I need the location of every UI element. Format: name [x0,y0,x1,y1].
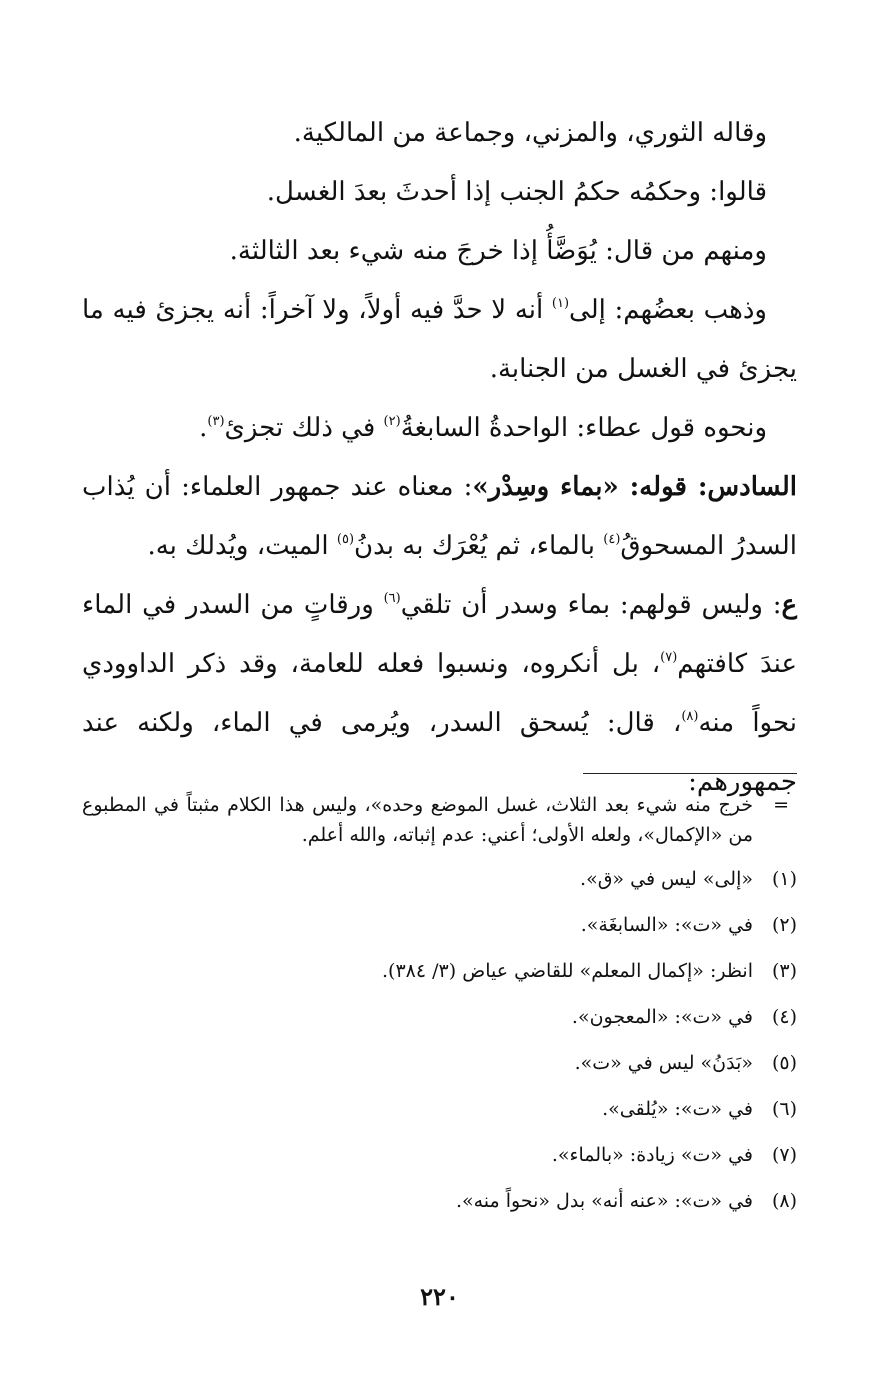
footnote-text: في «ت»: «المعجون». [571,1006,753,1028]
paragraph-7-marker: ع [781,590,798,620]
paragraph-5-text-c: . [199,413,208,443]
continuation-text: خرج منه شيء بعد الثلاث، غسل الموضع وحده»، وليس هذا الكلام مثبتاً في المطبوع من «الإكمال»، ولعله الأولى؛ أعني: عدم إثباته، والله أعلم. [82,794,753,846]
paragraph-7-text-d: ، قال: يُسحق السدر، ويُرمى في الماء، ولكنه عند جمهورهم: [82,708,797,797]
paragraph-7-text-c: ، بل أنكروه، ونسبوا فعله للعامة، وقد ذكر الداوودي نحواً منه [82,649,797,738]
paragraph-2-text: قالوا: وحكمُه حكمُ الجنب إذا أحدثَ بعدَ الغسل. [266,177,767,207]
footnote-ref-7: (٧) [660,650,678,665]
footnote-1 [82,864,797,910]
footnote-text: في «ت»: «السابغَة». [580,914,753,936]
footnote-5 [82,1048,797,1094]
footnote-3 [82,956,797,1002]
paragraph-7 [82,576,797,812]
footnote-ref-4: (٤) [603,532,621,547]
paragraph-5-text-b: في ذلك تجزئ [224,413,384,443]
footnote-number: (٥) [771,1052,797,1074]
paragraph-5-text-a: ونحوه قول عطاء: الواحدةُ السابغةُ [400,413,767,443]
footnote-ref-1: (١) [551,296,570,311]
footnote-number: (٧) [771,1144,797,1166]
main-text [82,104,797,812]
paragraph-6 [82,458,797,576]
paragraph-3-text: ومنهم من قال: يُوَضَّأُ إذا خرجَ منه شيء بعد الثالثة. [229,236,767,266]
paragraph-6-heading: السادس: قوله: «بماء وسِدْر» [472,472,797,502]
footnote-ref-8: (٨) [681,709,699,724]
paragraph-1-text: وقاله الثوري، والمزني، وجماعة من المالكية. [293,118,767,148]
footnote-text: في «ت»: «عنه أنه» بدل «نحواً منه». [455,1190,753,1212]
paragraph-4-text-b: أنه لا حدَّ فيه أولاً، ولا آخراً: أنه يجزئ فيه ما يجزئ في الغسل من الجنابة. [82,295,797,384]
footnote-6 [82,1094,797,1140]
footnote-2 [82,910,797,956]
paragraph-7-text-a: : وليس قولهم: بماء وسدر أن تلقي [400,590,782,620]
footnote-ref-6: (٦) [383,591,401,606]
footnote-number: (١) [771,868,797,890]
footnote-text: «بَدَنُ» ليس في «ت». [574,1052,753,1074]
paragraph-5 [82,399,797,458]
continuation-mark: = [773,794,789,816]
footnote-number: (٢) [771,914,797,936]
footnote-text: في «ت»: «يُلقى». [602,1098,753,1120]
footnote-4 [82,1002,797,1048]
paragraph-6-text-c: الميت، ويُدلك به. [147,531,337,561]
paragraph-4-text-a: وذهب بعضُهم: إلى [569,295,767,325]
footnote-number: (٨) [771,1190,797,1212]
paragraph-2 [82,163,797,222]
paragraph-6-text-a: : معناه عند جمهور العلماء: أن يُذاب السدرُ المسحوقُ [82,472,797,561]
paragraph-4 [82,281,797,399]
footnote-continuation [82,790,797,850]
footnote-8 [82,1186,797,1232]
footnote-7 [82,1140,797,1186]
footnote-separator [583,773,797,774]
footnote-text: انظر: «إكمال المعلم» للقاضي عياض (٣/ ٣٨٤). [382,960,753,982]
footnote-text: «إلى» ليس في «ق». [580,868,753,890]
footnote-ref-2: (٢) [383,414,401,429]
footnote-ref-5: (٥) [336,532,355,547]
paragraph-7-text-b: ورقاتٍ من السدر في الماء عندَ كافتهم [82,590,798,679]
footnotes [82,790,797,1232]
footnote-number: (٦) [771,1098,797,1120]
paragraph-3 [82,222,797,281]
footnote-number: (٤) [771,1006,797,1028]
footnote-text: في «ت» زيادة: «بالماء». [551,1144,753,1166]
paragraph-6-text-b: بالماء، ثم يُعْرَك به بدنُ [354,531,604,561]
footnote-number: (٣) [771,960,797,982]
footnote-ref-3: (٣) [207,414,225,429]
paragraph-1 [82,104,797,163]
page-number: ٢٢٠ [420,1282,459,1311]
